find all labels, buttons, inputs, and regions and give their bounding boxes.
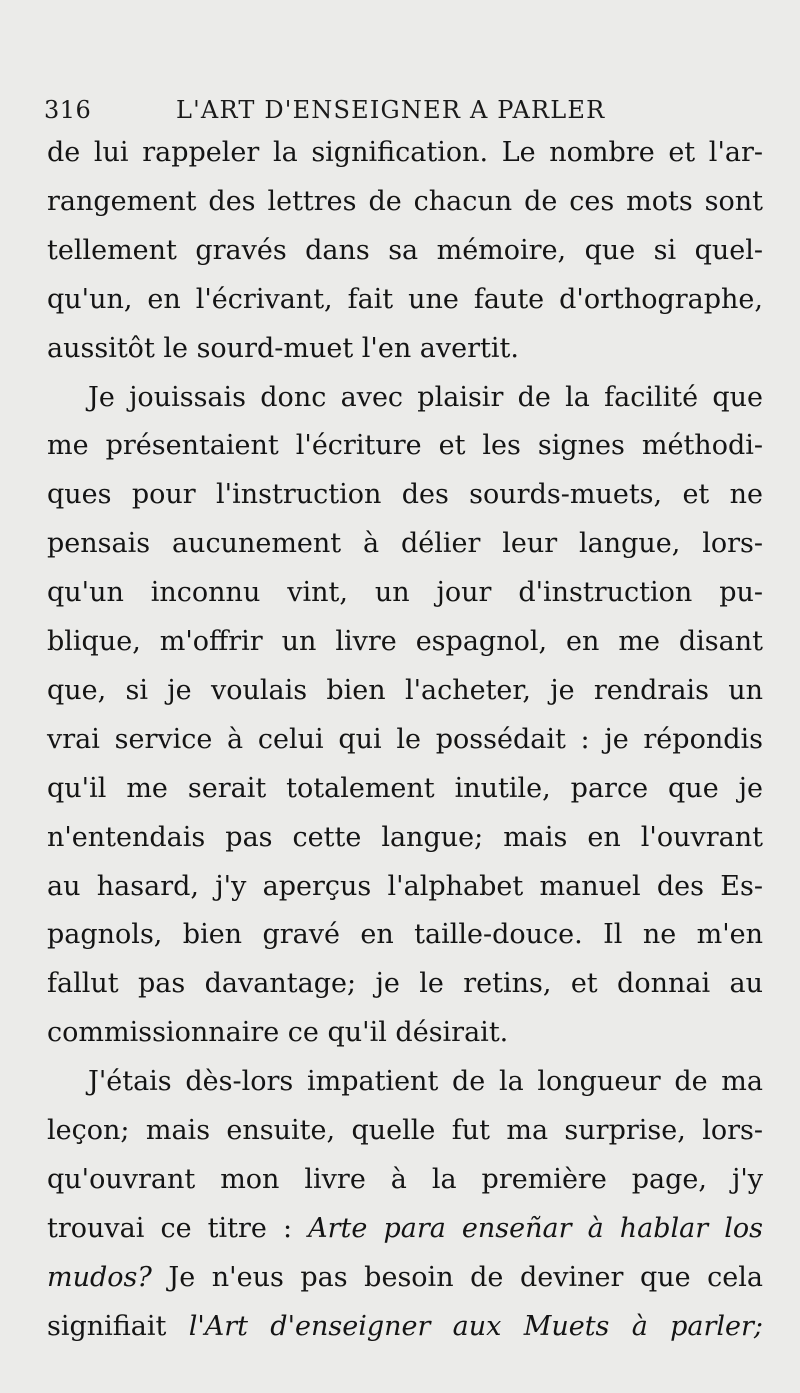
text-line [47, 1212, 763, 1246]
text-run: pagnols, bien gravé en taille-douce. Il ne m'en [47, 919, 763, 951]
italic-text: Arte para enseñar à hablar los [308, 1212, 763, 1244]
page-number: 316 [44, 96, 92, 124]
text-line [88, 1065, 763, 1099]
text-run: n'entendais pas cette langue; mais en l'ouvrant [47, 821, 763, 853]
text-line [47, 136, 763, 170]
text-line [47, 332, 763, 366]
text-run: blique, m'offrir un livre espagnol, en me disant [47, 626, 763, 657]
text-line [47, 478, 763, 512]
text-line [47, 429, 763, 463]
text-line [47, 772, 763, 806]
text-run: Je jouissais donc avec plaisir de la facilité que [88, 381, 763, 413]
text-run: que, si je voulais bien l'acheter, je rendrais un [47, 674, 763, 706]
text-line [47, 234, 763, 268]
italic-text: mudos? [47, 1261, 152, 1293]
text-line [47, 527, 763, 561]
italic-text: l'Art d'enseigner aux Muets à parler; [188, 1310, 763, 1342]
text-run: leçon; mais ensuite, quelle fut ma surprise, lors- [47, 1115, 763, 1146]
text-line [47, 723, 763, 757]
text-run: J'étais dès-lors impatient de la longueur de ma [88, 1066, 763, 1098]
text-run: Je n'eus pas besoin de deviner que cela [151, 1261, 763, 1293]
text-line [47, 674, 763, 708]
text-line [47, 576, 763, 610]
text-run: vrai service à celui qui le possédait : je répondis [47, 723, 763, 755]
text-line [47, 870, 763, 904]
running-head: L'ART D'ENSEIGNER A PARLER [176, 96, 606, 124]
text-run: pensais aucunement à délier leur langue, lors- [47, 528, 763, 560]
text-run: qu'un inconnu vint, un jour d'instruction pu- [47, 577, 763, 609]
text-run: qu'ouvrant mon livre à la première page, j'y [47, 1163, 763, 1195]
text-run: au hasard, j'y aperçus l'alphabet manuel des Es- [47, 870, 763, 902]
text-run: signifiait [47, 1310, 189, 1342]
text-line [47, 1016, 763, 1050]
text-run: rangement des lettres de chacun de ces mots sont [47, 185, 763, 217]
text-run: tellement gravés dans sa mémoire, que si quel- [47, 234, 763, 266]
text-line [47, 625, 763, 659]
text-line [47, 1163, 763, 1197]
page-header [44, 96, 664, 136]
text-run: de lui rappeler la signification. Le nombre et l'ar- [47, 137, 763, 168]
text-line [88, 381, 763, 415]
text-line [47, 918, 763, 952]
text-line [47, 1261, 763, 1295]
text-run: ques pour l'instruction des sourds-muets, et ne [47, 479, 763, 511]
text-run: trouvai ce titre : [47, 1212, 309, 1244]
text-line [47, 1114, 763, 1148]
text-run: fallut pas davantage; je le retins, et donnai au [47, 968, 763, 1000]
text-line [47, 283, 763, 317]
text-line [47, 1310, 763, 1344]
text-run: aussitôt le sourd-muet l'en avertit. [47, 332, 519, 364]
text-run: me présentaient l'écriture et les signes méthodi- [47, 430, 763, 462]
text-line [47, 967, 763, 1001]
text-run: qu'il me serait totalement inutile, parce que je [47, 772, 763, 804]
text-line [47, 821, 763, 855]
text-line [47, 185, 763, 219]
text-run: qu'un, en l'écrivant, fait une faute d'orthographe, [47, 283, 763, 315]
text-run: commissionnaire ce qu'il désirait. [47, 1017, 509, 1049]
